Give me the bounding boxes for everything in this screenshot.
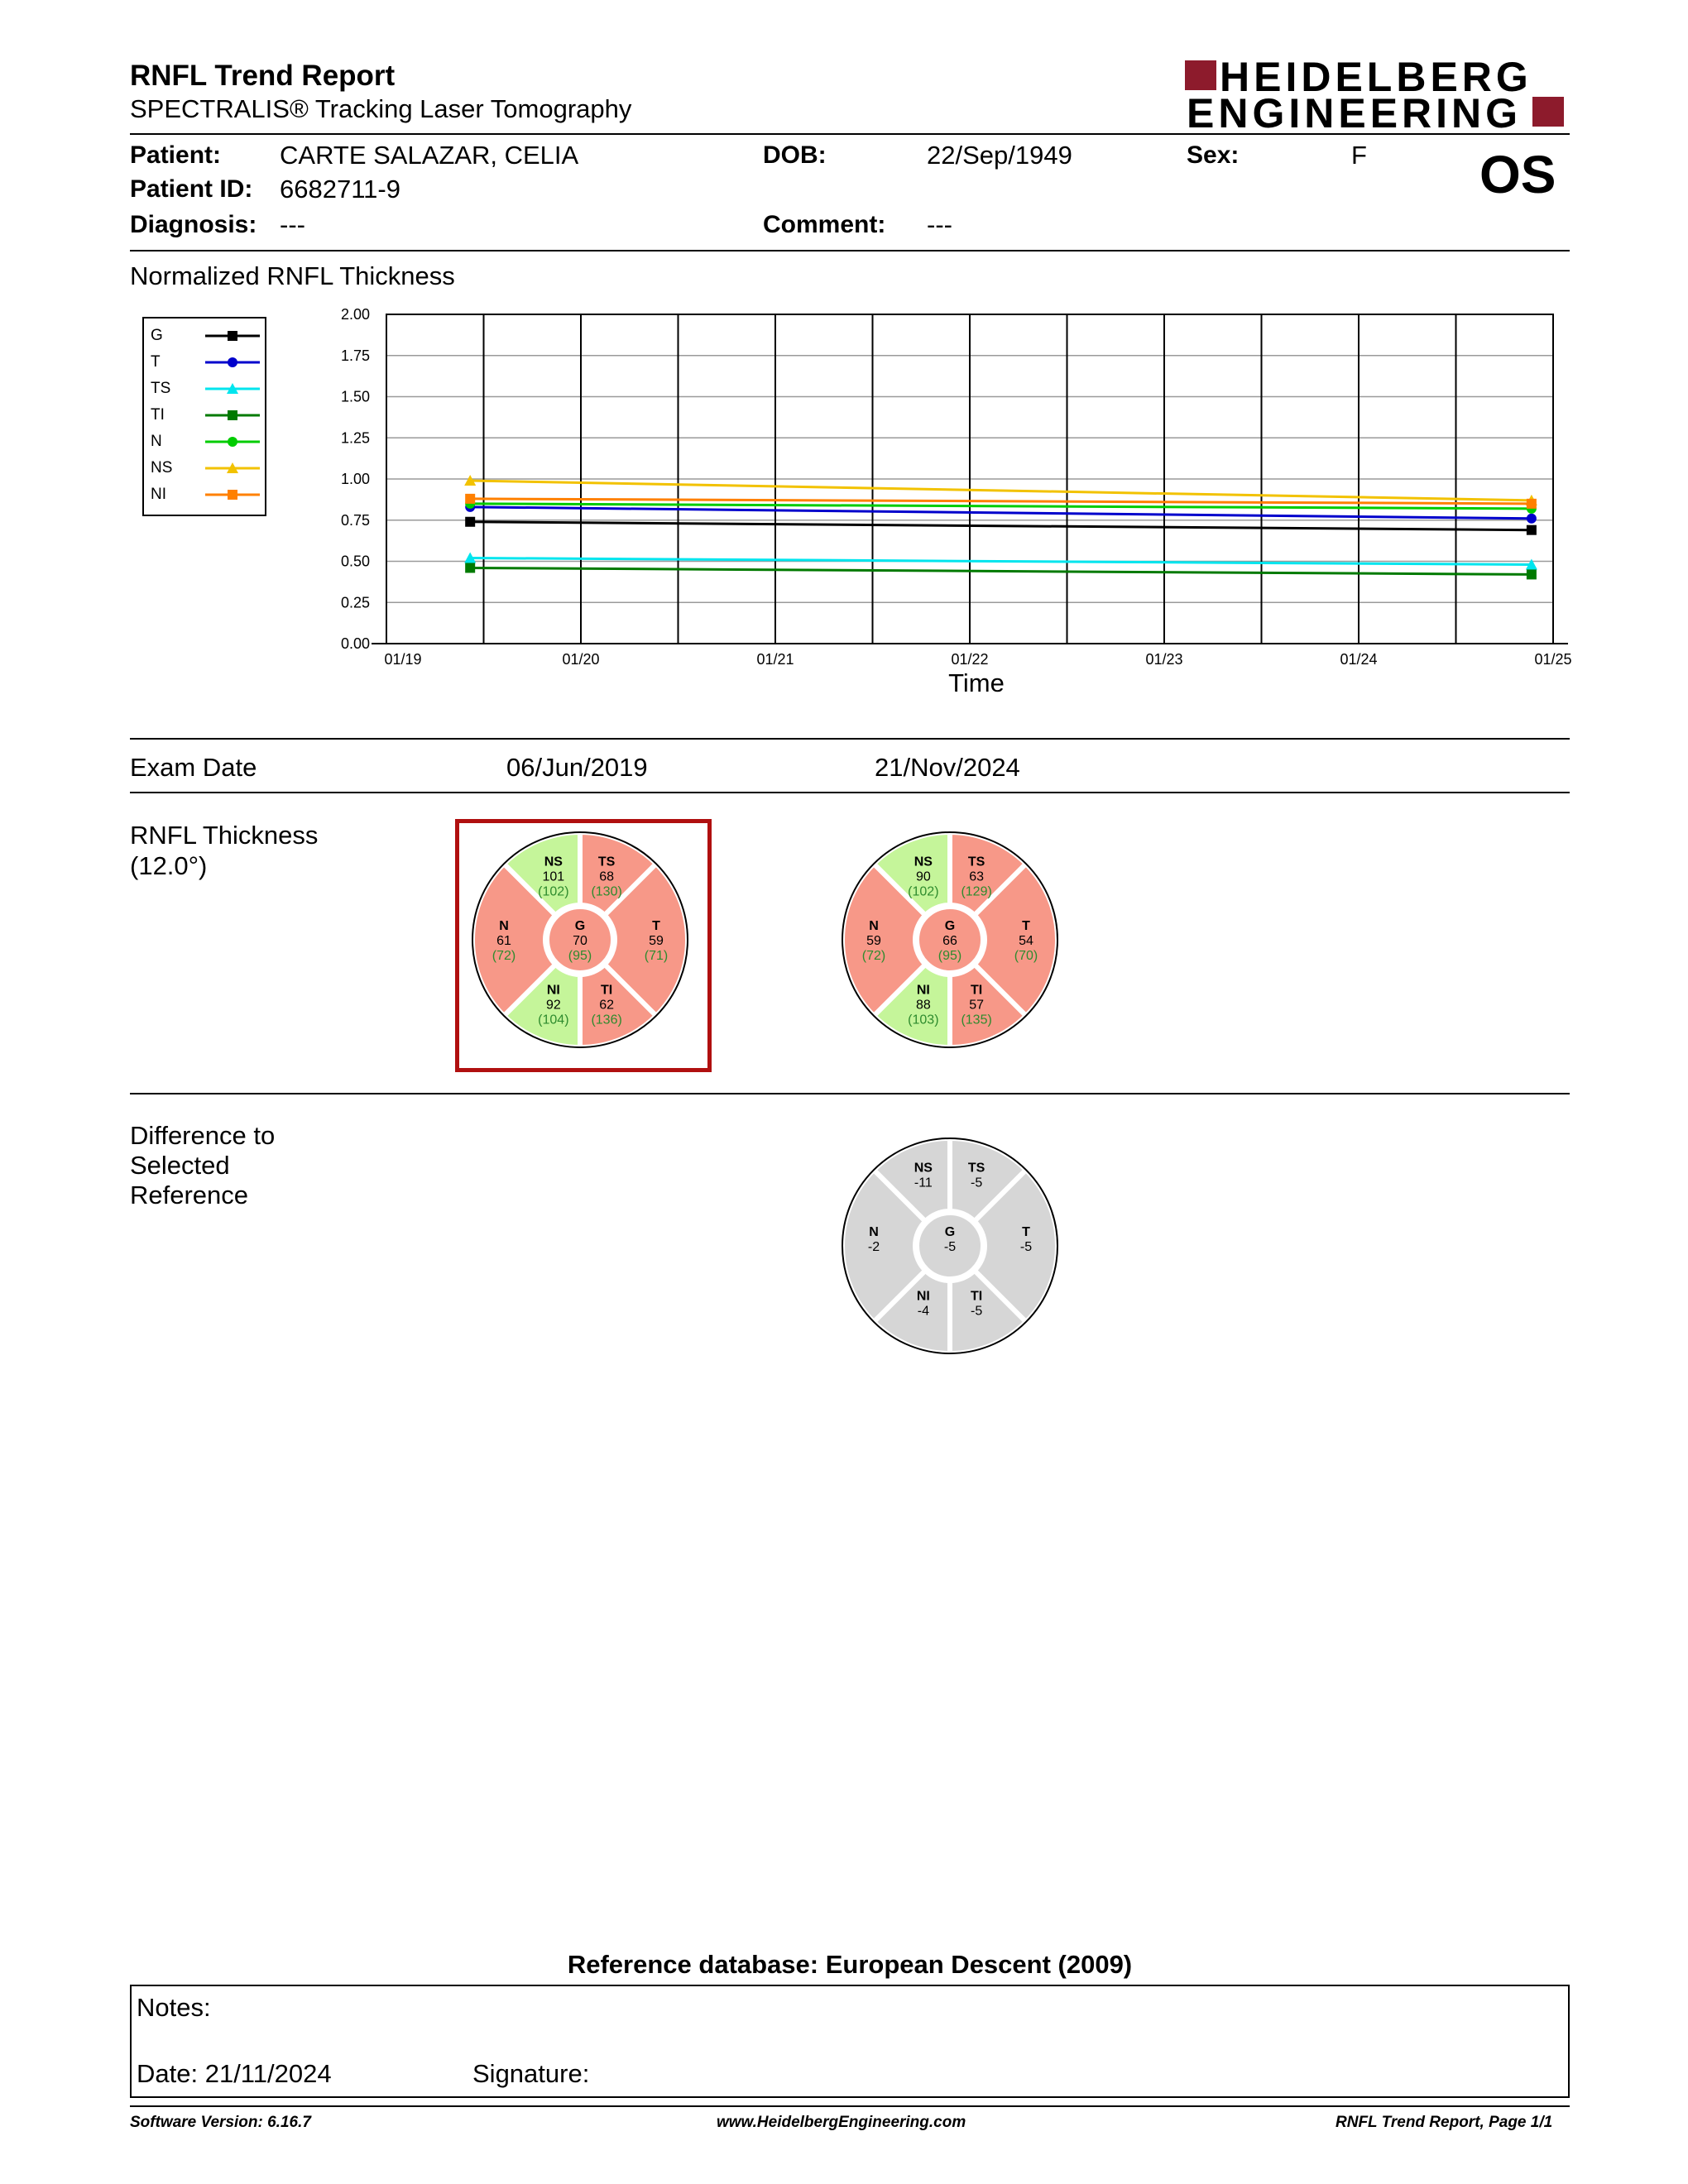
software-version: Software Version: 6.16.7 <box>130 2114 311 2131</box>
legend-item-g <box>151 325 258 348</box>
legend-item-ni <box>151 484 258 507</box>
comment-value: --- <box>927 210 952 239</box>
sector-reference-ts: (129) <box>961 884 992 899</box>
sector-value-g: -5 <box>943 1240 957 1254</box>
x-tick-label: 01/21 <box>756 651 794 668</box>
sector-name-t: T <box>1022 1225 1030 1239</box>
sector-value-ti: -5 <box>971 1304 983 1319</box>
sector-reference-ni: (103) <box>908 1013 939 1027</box>
legend-marker <box>228 357 237 367</box>
legend-label: TS <box>151 380 171 397</box>
sex-label: Sex: <box>1187 141 1240 169</box>
sector-value-n: 59 <box>866 934 881 948</box>
sector-value-ti: 62 <box>599 998 615 1013</box>
difference-label-3: Reference <box>130 1181 249 1209</box>
y-tick-label: 0.00 <box>340 635 370 652</box>
data-point-t <box>1527 514 1537 524</box>
sector-reference-n: (72) <box>492 949 516 963</box>
divider-chart <box>130 738 1570 740</box>
y-tick-label: 1.75 <box>340 347 370 364</box>
sector-name-n: N <box>499 919 509 933</box>
sector-name-ns: NS <box>544 855 563 869</box>
legend-swatch <box>204 379 261 399</box>
sector-reference-ns: (102) <box>538 884 569 899</box>
legend-label: TI <box>151 406 165 424</box>
sector-value-ts: 68 <box>599 869 615 884</box>
rnfl-sector-chart-exam-1 <box>468 828 692 1051</box>
series-line-ns <box>470 481 1532 500</box>
sector-name-ns: NS <box>914 1161 933 1176</box>
legend-marker <box>228 490 237 500</box>
y-tick-label: 1.25 <box>340 429 370 447</box>
exam-date-1: 06/Jun/2019 <box>506 753 648 782</box>
logo-mark-bottom <box>1532 97 1564 127</box>
report-title: RNFL Trend Report <box>130 60 396 92</box>
divider-patient <box>130 250 1570 251</box>
sector-value-ts: 63 <box>969 869 985 884</box>
data-point-ti <box>465 563 475 572</box>
sector-name-t: T <box>652 919 660 933</box>
x-tick-label: 01/22 <box>951 651 989 668</box>
legend-swatch <box>204 458 261 478</box>
y-tick-label: 0.50 <box>340 553 370 570</box>
y-tick-label: 1.50 <box>340 388 370 405</box>
sector-value-t: 54 <box>1019 934 1033 948</box>
logo-text-line1: HEIDELBERG <box>1220 54 1532 100</box>
sector-value-ts: -5 <box>971 1176 983 1190</box>
patient-id-label: Patient ID: <box>130 175 253 203</box>
sector-value-g: 66 <box>942 934 957 948</box>
trend-chart <box>281 302 1572 699</box>
x-tick-label: 01/25 <box>1534 651 1572 668</box>
rnfl-scan-angle: (12.0°) <box>130 851 208 880</box>
legend-marker <box>228 437 237 447</box>
sector-name-n: N <box>869 1225 879 1239</box>
sector-name-ts: TS <box>967 855 985 869</box>
sector-value-t: -5 <box>1019 1240 1033 1254</box>
data-point-ni <box>1527 499 1537 509</box>
sector-value-ni: 92 <box>545 998 561 1013</box>
legend-swatch <box>204 485 261 505</box>
sector-name-n: N <box>869 919 879 933</box>
website-link[interactable]: www.HeidelbergEngineering.com <box>717 2114 966 2131</box>
legend-swatch <box>204 326 261 346</box>
sector-name-ni: NI <box>916 1289 930 1304</box>
sector-reference-t: (71) <box>644 949 669 963</box>
trend-section-title: Normalized RNFL Thickness <box>130 261 455 290</box>
difference-label-1: Difference to <box>130 1121 276 1150</box>
series-line-ni <box>470 499 1532 504</box>
page-number: RNFL Trend Report, Page 1/1 <box>1336 2114 1553 2131</box>
dob-label: DOB: <box>763 141 827 169</box>
sector-reference-n: (72) <box>861 949 886 963</box>
legend-item-t <box>151 352 258 375</box>
data-point-ni <box>465 494 475 504</box>
exam-date-2: 21/Nov/2024 <box>875 753 1020 782</box>
notes-box <box>130 1985 1570 2098</box>
divider-header <box>130 133 1570 135</box>
sector-name-ti: TI <box>971 983 983 998</box>
divider-footer <box>130 2105 1570 2107</box>
sector-value-t: 59 <box>649 934 664 948</box>
sector-reference-g: (95) <box>568 949 592 963</box>
sector-name-g: G <box>944 1225 956 1239</box>
legend-swatch <box>204 405 261 425</box>
x-tick-label: 01/24 <box>1340 651 1378 668</box>
chart-legend <box>142 317 266 516</box>
legend-swatch <box>204 352 261 372</box>
sector-reference-ts: (130) <box>591 884 622 899</box>
sector-name-ti: TI <box>971 1289 983 1304</box>
y-tick-label: 0.25 <box>340 594 370 611</box>
sector-value-ns: 101 <box>542 869 565 884</box>
x-tick-label: 01/19 <box>384 651 422 668</box>
legend-marker <box>228 410 237 420</box>
sector-name-t: T <box>1022 919 1030 933</box>
sector-reference-ti: (136) <box>591 1013 622 1027</box>
legend-label: NI <box>151 486 166 503</box>
legend-label: N <box>151 433 162 450</box>
y-tick-label: 2.00 <box>340 306 370 323</box>
sector-value-ns: -11 <box>914 1176 933 1190</box>
legend-item-n <box>151 431 258 454</box>
sector-name-ns: NS <box>914 855 933 869</box>
legend-label: NS <box>151 459 173 477</box>
comment-label: Comment: <box>763 211 886 238</box>
sector-name-ti: TI <box>601 983 613 998</box>
legend-label: G <box>151 327 163 344</box>
eye-laterality: OS <box>1479 145 1556 204</box>
diagnosis-label: Diagnosis: <box>130 211 257 238</box>
rnfl-sector-chart-exam-2 <box>838 828 1062 1051</box>
reference-database: Reference database: European Descent (2009) <box>567 1950 1133 1979</box>
y-tick-label: 0.75 <box>340 511 370 529</box>
legend-item-ts <box>151 378 258 401</box>
logo-mark-top <box>1185 60 1216 90</box>
sector-value-n: -2 <box>867 1240 880 1254</box>
sex-value: F <box>1351 141 1367 170</box>
sector-reference-g: (95) <box>938 949 962 963</box>
report-subtitle: SPECTRALIS® Tracking Laser Tomography <box>130 94 632 123</box>
patient-label: Patient: <box>130 141 222 169</box>
legend-swatch <box>204 432 261 452</box>
dob-value: 22/Sep/1949 <box>927 141 1072 170</box>
sector-value-n: 61 <box>496 934 511 948</box>
sector-reference-ti: (135) <box>961 1013 992 1027</box>
legend-label: T <box>151 353 161 371</box>
legend-item-ti <box>151 405 258 428</box>
sector-value-ns: 90 <box>915 869 931 884</box>
sector-value-g: 70 <box>573 934 587 948</box>
y-tick-label: 1.00 <box>340 471 370 487</box>
notes-date: Date: 21/11/2024 <box>137 2059 332 2088</box>
sector-reference-t: (70) <box>1014 949 1038 963</box>
sector-reference-ni: (104) <box>538 1013 569 1027</box>
sector-reference-ns: (102) <box>908 884 939 899</box>
legend-item-ns <box>151 457 258 481</box>
data-point-ti <box>1527 569 1537 579</box>
x-tick-label: 01/23 <box>1145 651 1183 668</box>
data-point-g <box>465 517 475 527</box>
patient-name: CARTE SALAZAR, CELIA <box>280 141 579 170</box>
sector-value-ni: 88 <box>915 998 931 1013</box>
sector-name-g: G <box>574 919 586 933</box>
sector-value-ni: -4 <box>917 1304 929 1319</box>
exam-date-label: Exam Date <box>130 753 257 782</box>
sector-name-ts: TS <box>967 1161 985 1176</box>
patient-id: 6682711-9 <box>280 175 400 204</box>
difference-sector-chart <box>838 1134 1062 1358</box>
sector-name-ni: NI <box>916 983 930 998</box>
chart-xlabel: Time <box>948 668 1005 697</box>
notes-label: Notes: <box>137 1993 211 2022</box>
rnfl-thickness-label: RNFL Thickness <box>130 821 319 850</box>
series-line-ti <box>470 568 1532 574</box>
x-tick-label: 01/20 <box>562 651 600 668</box>
heidelberg-logo <box>1185 54 1570 136</box>
logo-text-line2: ENGINEERING <box>1187 90 1523 136</box>
sector-name-ts: TS <box>597 855 616 869</box>
divider-thickness <box>130 1093 1570 1094</box>
difference-label-2: Selected <box>130 1151 230 1180</box>
series-line-g <box>470 522 1532 530</box>
legend-marker <box>228 331 237 341</box>
divider-dates <box>130 792 1570 793</box>
sector-value-ti: 57 <box>969 998 985 1013</box>
signature-label: Signature: <box>472 2059 590 2088</box>
sector-name-ni: NI <box>546 983 560 998</box>
sector-name-g: G <box>944 919 956 933</box>
data-point-g <box>1527 525 1537 535</box>
diagnosis-value: --- <box>280 210 305 239</box>
